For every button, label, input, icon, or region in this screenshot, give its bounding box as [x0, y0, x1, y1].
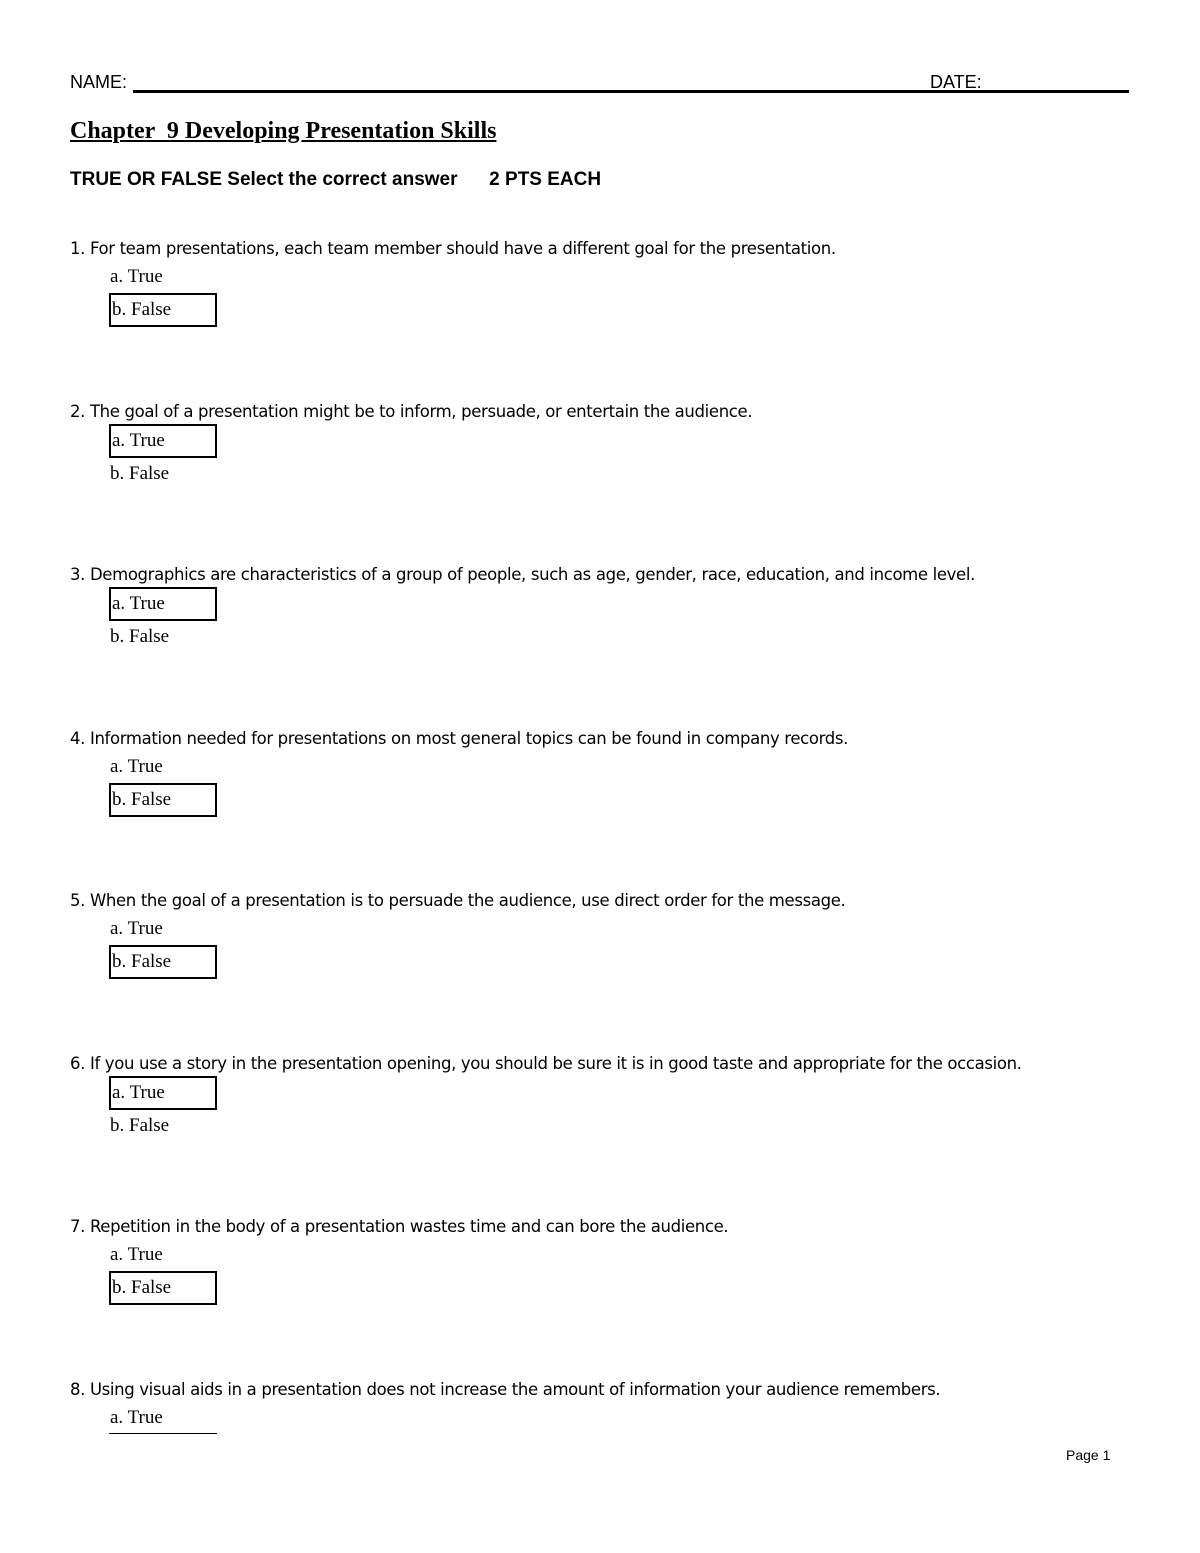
page-title: Chapter 9 Developing Presentation Skills — [70, 118, 497, 144]
question-text: 3. Demographics are characteristics of a group of people, such as age, gender, race, education, and income level. — [70, 565, 975, 584]
question-8 — [70, 1378, 1150, 1434]
page-number: Page 1 — [1066, 1447, 1111, 1463]
question-text: 8. Using visual aids in a presentation does not increase the amount of information your audience remembers. — [70, 1380, 941, 1399]
option-b-false[interactable]: b. False — [110, 1115, 170, 1136]
question-text: 4. Information needed for presentations on most general topics can be found in company records. — [70, 729, 848, 748]
question-text: 2. The goal of a presentation might be to inform, persuade, or entertain the audience. — [70, 402, 753, 421]
question-text: 5. When the goal of a presentation is to persuade the audience, use direct order for the message. — [70, 891, 846, 910]
question-5 — [70, 889, 1150, 979]
option-b-false-selected[interactable]: b. False — [109, 1271, 217, 1305]
question-4 — [70, 727, 1150, 817]
question-6 — [70, 1052, 1150, 1142]
question-2 — [70, 400, 1150, 490]
option-b-false-selected[interactable]: b. False — [109, 783, 217, 817]
instructions: TRUE OR FALSE Select the correct answer 2 PTS EACH — [70, 169, 602, 190]
header-line — [70, 72, 1130, 96]
question-text: 6. If you use a story in the presentation opening, you should be sure it is in good taste and appropriate for the occasion. — [70, 1054, 1022, 1073]
name-label: NAME: — [70, 72, 128, 92]
option-a-true[interactable]: a. True — [110, 266, 163, 287]
date-label: DATE: — [930, 72, 982, 92]
name-field[interactable] — [133, 90, 993, 93]
option-a-true-selected[interactable]: a. True — [109, 1076, 217, 1110]
option-a-true-selected[interactable]: a. True — [109, 587, 217, 621]
date-field[interactable] — [987, 90, 1129, 93]
option-b-false-selected[interactable]: b. False — [109, 293, 217, 327]
question-text: 1. For team presentations, each team member should have a different goal for the presentation. — [70, 239, 836, 258]
option-a-true-selected[interactable]: a. True — [109, 424, 217, 458]
option-b-false[interactable]: b. False — [110, 626, 170, 647]
question-7 — [70, 1215, 1150, 1305]
option-b-false-selected[interactable]: b. False — [109, 945, 217, 979]
option-a-true[interactable]: a. True — [110, 1244, 163, 1265]
question-text: 7. Repetition in the body of a presentation wastes time and can bore the audience. — [70, 1217, 729, 1236]
option-a-true[interactable]: a. True — [109, 1402, 217, 1434]
option-a-true[interactable]: a. True — [110, 756, 163, 777]
question-3 — [70, 563, 1150, 653]
option-a-true[interactable]: a. True — [110, 918, 163, 939]
option-b-false[interactable]: b. False — [110, 463, 170, 484]
question-1 — [70, 237, 1150, 327]
